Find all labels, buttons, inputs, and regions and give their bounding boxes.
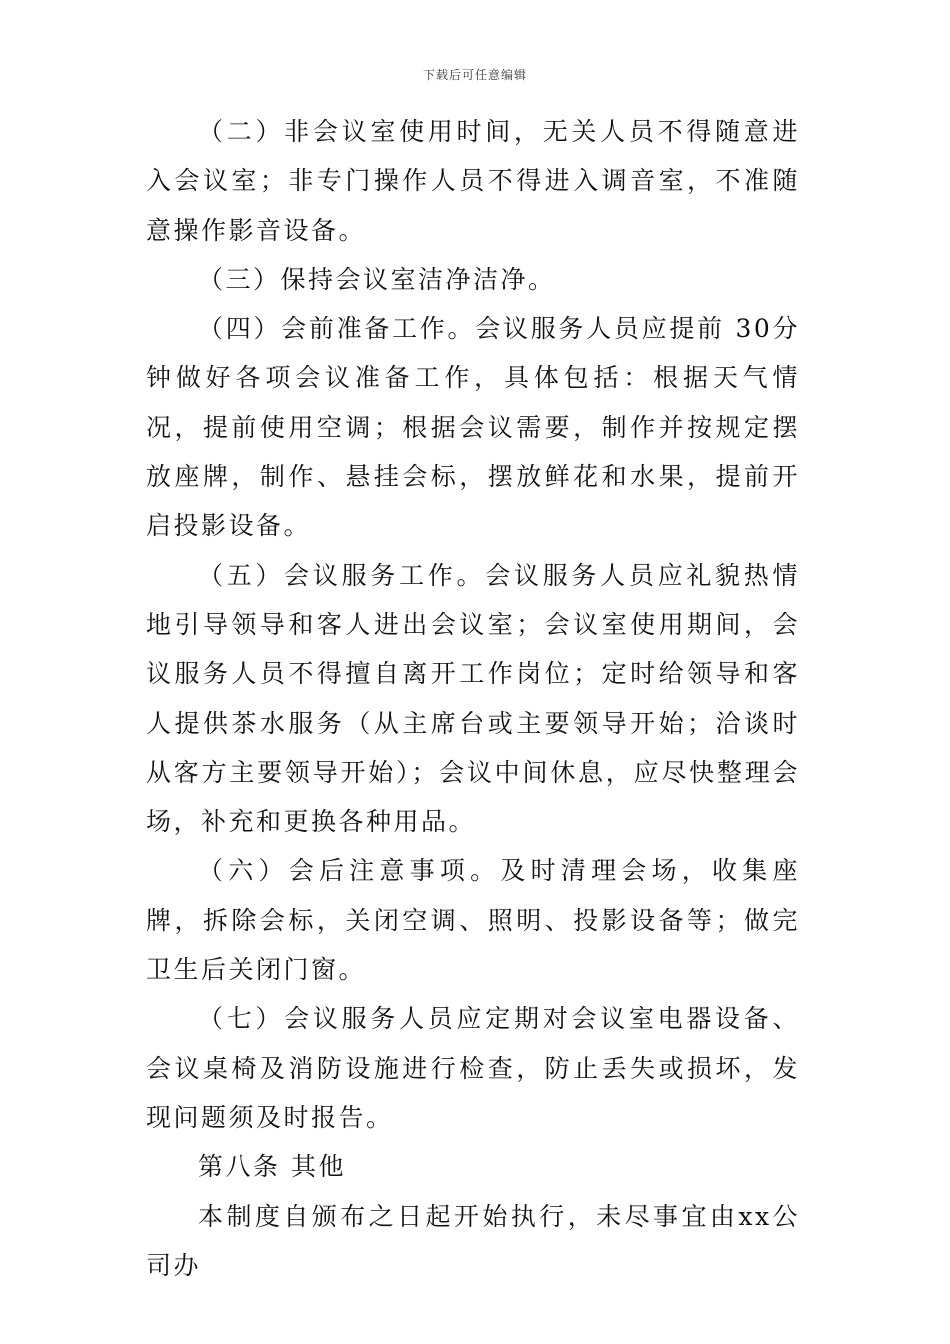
paragraph-6: （六）会后注意事项。及时清理会场，收集座牌，拆除会标，关闭空调、照明、投影设备等；做完卫生后关闭门窗。: [146, 856, 800, 985]
article-8-heading: 第八条 其他: [198, 1152, 346, 1182]
page-header-note: 下载后可任意编辑: [422, 68, 527, 82]
article-8-body: 本制度自颁布之日起开始执行，未尽事宜由xx公司办: [146, 1201, 800, 1280]
paragraph-3: （三）保持会议室洁净洁净。: [198, 264, 556, 294]
paragraph-4: （四）会前准备工作。会议服务人员应提前 30分钟做好各项会议准备工作，具体包括：根据天气情况，提前使用空调；根据会议需要，制作并按规定摆放座牌，制作、悬挂会标，摆放鲜花和水果，提前开启投影设备。: [146, 314, 800, 541]
paragraph-2: （二）非会议室使用时间，无关人员不得随意进入会议室；非专门操作人员不得进入调音室，不准随意操作影音设备。: [146, 117, 800, 245]
paragraph-7: （七）会议服务人员应定期对会议室电器设备、会议桌椅及消防设施进行检查，防止丢失或损坏，发现问题须及时报告。: [146, 1004, 800, 1132]
document-body: [146, 107, 800, 1290]
paragraph-5: （五）会议服务工作。会议服务人员应礼貌热情地引导领导和客人进出会议室；会议室使用期间，会议服务人员不得擅自离开工作岗位；定时给领导和客人提供茶水服务（从主席台或主要领导开始；洽谈时从客方主要领导开始）；会议中间休息，应尽快整理会场，补充和更换各种用品。: [146, 560, 800, 837]
